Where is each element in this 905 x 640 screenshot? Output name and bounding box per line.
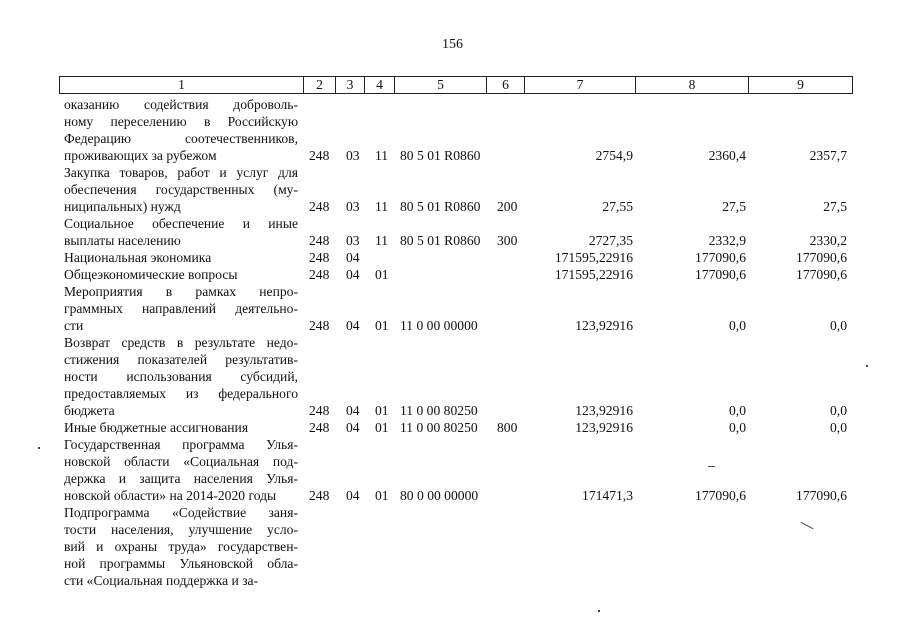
header-col-4: 4 [365,77,395,94]
header-col-8: 8 [636,77,749,94]
value-col-7: 123,92916 [575,318,633,333]
description-line: ной программы Ульяновской обла- [64,556,298,571]
code-col-4: 11 [375,199,389,214]
description-line: Закупка товаров, работ и услуг для [64,165,298,180]
description-line: предоставляемых из федерального [64,386,298,401]
code-col-2: 248 [309,250,330,265]
table-row [0,96,905,164]
value-col-9: 177090,6 [796,250,847,265]
value-col-7: 123,92916 [575,403,633,418]
row-description [64,504,298,589]
code-col-2: 248 [309,199,330,214]
code-col-6: 300 [497,233,518,248]
value-col-9: 0,0 [830,318,847,333]
row-description [64,266,298,283]
code-col-4: 11 [375,148,389,163]
value-col-8: 2360,4 [708,148,746,163]
header-col-5: 5 [395,77,487,94]
value-col-9: 177090,6 [796,488,847,503]
table-row [0,334,905,419]
description-line: держка и защита населения Улья- [64,471,298,486]
description-line: Иные бюджетные ассигнования [64,420,249,435]
value-col-9: 177090,6 [796,267,847,282]
code-col-2: 248 [309,233,330,248]
code-col-5: 80 5 01 R0860 [400,233,481,248]
code-col-3: 04 [346,318,360,333]
code-col-4: 01 [375,420,389,435]
table-row [0,164,905,215]
description-line: выплаты населению [64,233,181,248]
value-col-7: 2727,35 [588,233,633,248]
description-line: Социальное обеспечение и иные [64,216,298,231]
table-row [0,215,905,249]
description-line: Возврат средств в результате недо- [64,335,298,350]
scan-speck [598,610,600,612]
value-col-8: 177090,6 [695,250,746,265]
header-col-6: 6 [487,77,525,94]
scan-speck [708,466,715,467]
table-row [0,504,905,589]
code-col-5: 80 5 01 R0860 [400,148,481,163]
description-line: бюджета [64,403,115,418]
code-col-3: 04 [346,403,360,418]
code-col-2: 248 [309,403,330,418]
code-col-3: 04 [346,267,360,282]
code-col-3: 03 [346,199,360,214]
description-line: сти [64,318,84,333]
header-col-9: 9 [749,77,853,94]
row-description [64,215,298,249]
description-line: вий и охраны труда» государствен- [64,539,298,554]
code-col-5: 11 0 00 80250 [400,403,478,418]
code-col-4: 11 [375,233,389,248]
value-col-8: 27,5 [722,199,746,214]
value-col-7: 27,55 [602,199,633,214]
code-col-5: 80 5 01 R0860 [400,199,481,214]
description-line: ниципальных) нужд [64,199,181,214]
header-col-2: 2 [304,77,336,94]
value-col-7: 123,92916 [575,420,633,435]
description-line: проживающих за рубежом [64,148,217,163]
value-col-8: 0,0 [729,403,746,418]
description-line: ному переселению в Российскую [64,114,298,129]
description-line: Федерацию соотечественников, [64,131,298,146]
code-col-2: 248 [309,420,330,435]
scan-speck [866,365,868,367]
code-col-4: 01 [375,488,389,503]
description-line: Общеэкономические вопросы [64,267,238,282]
value-col-8: 0,0 [729,420,746,435]
code-col-3: 04 [346,420,360,435]
code-col-2: 248 [309,318,330,333]
code-col-5: 80 0 00 00000 [400,488,479,503]
code-col-6: 800 [497,420,518,435]
description-line: Государственная программа Улья- [64,437,298,452]
description-line: Подпрограмма «Содействие заня- [64,505,298,520]
description-line: новской области «Социальная под- [64,454,298,469]
header-row [60,77,853,94]
table-row [0,419,905,436]
code-col-4: 01 [375,403,389,418]
header-col-7: 7 [525,77,636,94]
value-col-9: 0,0 [830,420,847,435]
row-description [64,436,298,504]
code-col-4: 01 [375,318,389,333]
code-col-3: 03 [346,233,360,248]
value-col-9: 2357,7 [809,148,847,163]
code-col-4: 01 [375,267,389,282]
table-row [0,249,905,266]
header-col-3: 3 [336,77,365,94]
table-row [0,283,905,334]
table-row [0,436,905,504]
description-line: Национальная экономика [64,250,212,265]
code-col-3: 04 [346,250,360,265]
table-row [0,266,905,283]
code-col-6: 200 [497,199,518,214]
code-col-5: 11 0 00 00000 [400,318,478,333]
column-header-table [59,76,853,94]
scan-speck [38,447,40,449]
row-description [64,419,298,436]
value-col-9: 2330,2 [809,233,847,248]
description-line: граммных направлений деятельно- [64,301,298,316]
page-number: 156 [442,37,463,52]
row-description [64,164,298,215]
description-line: новской области» на 2014-2020 годы [64,488,277,503]
description-line: ности использования субсидий, [64,369,298,384]
value-col-8: 177090,6 [695,488,746,503]
value-col-8: 0,0 [729,318,746,333]
value-col-7: 171595,22916 [554,250,633,265]
value-col-9: 0,0 [830,403,847,418]
description-line: Мероприятия в рамках непро- [64,284,298,299]
value-col-9: 27,5 [823,199,847,214]
row-description [64,96,298,164]
description-line: стижения показателей результатив- [64,352,298,367]
value-col-7: 171471,3 [582,488,633,503]
description-line: оказанию содействия доброволь- [64,97,298,112]
description-line: обеспечения государственных (му- [64,182,298,197]
value-col-8: 177090,6 [695,267,746,282]
code-col-2: 248 [309,267,330,282]
code-col-2: 248 [309,488,330,503]
description-line: тости населения, улучшение усло- [64,522,298,537]
header-col-1: 1 [60,77,304,94]
description-line: сти «Социальная поддержка и за- [64,573,259,588]
value-col-8: 2332,9 [708,233,746,248]
row-description [64,283,298,334]
code-col-3: 04 [346,488,360,503]
code-col-5: 11 0 00 80250 [400,420,478,435]
code-col-2: 248 [309,148,330,163]
row-description [64,249,298,266]
value-col-7: 2754,9 [595,148,633,163]
row-description [64,334,298,419]
code-col-3: 03 [346,148,360,163]
value-col-7: 171595,22916 [554,267,633,282]
